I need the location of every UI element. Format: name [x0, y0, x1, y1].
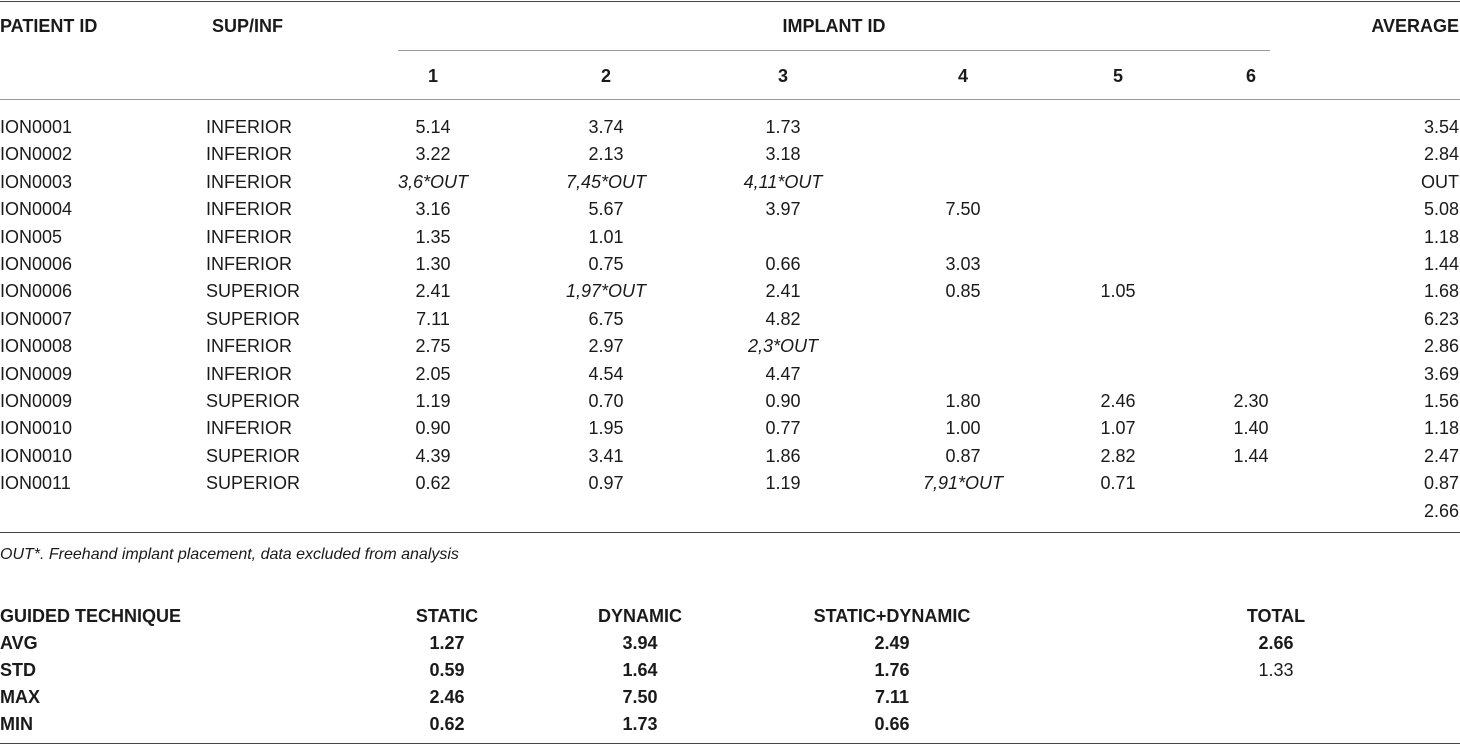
- average-cell: 1.68: [1423, 281, 1459, 301]
- average-cell: 5.08: [1423, 199, 1459, 219]
- header-patient-id: PATIENT ID: [0, 16, 98, 36]
- patient-id-cell: ION0001: [0, 117, 73, 137]
- implant-value-cell: 0.85: [945, 281, 981, 301]
- implant-value-cell: 0.66: [765, 254, 801, 274]
- implant-value-cell: 1.80: [945, 391, 981, 411]
- average-cell: 2.84: [1423, 144, 1459, 164]
- patient-id-cell: ION0004: [0, 199, 73, 219]
- average-cell: 6.23: [1423, 309, 1459, 329]
- average-cell: 2.47: [1423, 446, 1459, 466]
- sup-inf-cell: INFERIOR: [206, 199, 293, 219]
- average-cell: 2.86: [1423, 336, 1459, 356]
- implant-value-cell: 1.86: [765, 446, 801, 466]
- implant-value-cell: 6.75: [588, 309, 624, 329]
- header-implant-id: IMPLANT ID: [782, 16, 886, 36]
- implant-value-cell: 3.22: [415, 144, 451, 164]
- implant-value-cell: 2.41: [415, 281, 451, 301]
- summary-label: MIN: [0, 714, 33, 734]
- implant-value-cell: 7.50: [945, 199, 981, 219]
- summary-label: STD: [0, 660, 36, 680]
- summary-static-cell: 2.46: [429, 687, 465, 707]
- implant-value-cell: 1.07: [1100, 418, 1136, 438]
- implant-number-4: 4: [957, 66, 969, 86]
- implant-value-cell: 1.19: [415, 391, 451, 411]
- patient-id-cell: ION0007: [0, 309, 73, 329]
- implant-value-cell: 3.18: [765, 144, 801, 164]
- average-cell: 1.56: [1423, 391, 1459, 411]
- patient-id-cell: ION0006: [0, 281, 73, 301]
- summary-dynamic-cell: 3.94: [622, 633, 658, 653]
- implant-value-cell: 1.95: [588, 418, 624, 438]
- implant-value-cell: 4.82: [765, 309, 801, 329]
- average-cell: 1.18: [1423, 418, 1459, 438]
- average-cell: 3.54: [1423, 117, 1459, 137]
- implant-value-cell: 1.44: [1233, 446, 1269, 466]
- sup-inf-cell: INFERIOR: [206, 172, 293, 192]
- header-bottom-rule: [0, 99, 1460, 100]
- sup-inf-cell: INFERIOR: [206, 418, 293, 438]
- patient-id-cell: ION0009: [0, 391, 73, 411]
- implant-value-cell: 3.97: [765, 199, 801, 219]
- patient-id-cell: ION0010: [0, 446, 73, 466]
- implant-value-cell: 1.40: [1233, 418, 1269, 438]
- patient-id-cell: ION0009: [0, 364, 73, 384]
- implant-value-cell: 1,97*OUT: [565, 281, 647, 301]
- sup-inf-cell: SUPERIOR: [206, 446, 301, 466]
- summary-static-cell: 0.62: [429, 714, 465, 734]
- implant-value-cell: 1.00: [945, 418, 981, 438]
- patient-id-cell: ION0008: [0, 336, 73, 356]
- sup-inf-cell: SUPERIOR: [206, 473, 301, 493]
- overall-average: 2.66: [1423, 501, 1459, 521]
- implant-number-5: 5: [1112, 66, 1124, 86]
- top-rule: [0, 1, 1460, 2]
- implant-value-cell: 0.70: [588, 391, 624, 411]
- implant-value-cell: 1.73: [765, 117, 801, 137]
- implant-value-cell: 7,45*OUT: [565, 172, 647, 192]
- summary-bottom-rule: [0, 743, 1460, 744]
- implant-number-2: 2: [600, 66, 612, 86]
- summary-dynamic-cell: 7.50: [622, 687, 658, 707]
- patient-id-cell: ION0006: [0, 254, 73, 274]
- implant-value-cell: 2,3*OUT: [747, 336, 819, 356]
- patient-id-cell: ION0011: [0, 473, 71, 493]
- implant-value-cell: 1.01: [588, 227, 624, 247]
- implant-value-cell: 7,91*OUT: [922, 473, 1004, 493]
- patient-id-cell: ION0002: [0, 144, 73, 164]
- summary-static-cell: 1.27: [429, 633, 465, 653]
- header-average: AVERAGE: [1371, 16, 1459, 36]
- footnote: OUT*. Freehand implant placement, data excluded from analysis: [0, 546, 459, 563]
- implant-value-cell: 0.77: [765, 418, 801, 438]
- implant-value-cell: 3.16: [415, 199, 451, 219]
- sup-inf-cell: SUPERIOR: [206, 281, 301, 301]
- header-sup-inf: SUP/INF: [212, 16, 284, 36]
- implant-value-cell: 0.71: [1100, 473, 1136, 493]
- implant-value-cell: 3.03: [945, 254, 981, 274]
- summary-header: STATIC: [415, 606, 479, 626]
- summary-label: MAX: [0, 687, 40, 707]
- implant-value-cell: 3.41: [588, 446, 624, 466]
- implant-value-cell: 2.46: [1100, 391, 1136, 411]
- implant-value-cell: 7.11: [416, 309, 450, 329]
- implant-value-cell: 1.19: [765, 473, 801, 493]
- implant-value-cell: 5.14: [415, 117, 451, 137]
- average-cell: 1.18: [1423, 227, 1459, 247]
- summary-header: TOTAL: [1246, 606, 1306, 626]
- sup-inf-cell: INFERIOR: [206, 364, 293, 384]
- sup-inf-cell: INFERIOR: [206, 227, 293, 247]
- implant-number-3: 3: [777, 66, 789, 86]
- sup-inf-cell: INFERIOR: [206, 254, 293, 274]
- implant-id-span-rule: [398, 50, 1270, 51]
- patient-id-cell: ION0003: [0, 172, 73, 192]
- summary-total-cell: 2.66: [1258, 633, 1294, 653]
- implant-value-cell: 4,11*OUT: [743, 172, 823, 192]
- implant-value-cell: 0.90: [765, 391, 801, 411]
- summary-combined-cell: 0.66: [874, 714, 910, 734]
- implant-value-cell: 2.05: [415, 364, 451, 384]
- average-cell: 0.87: [1423, 473, 1459, 493]
- implant-value-cell: 0.87: [945, 446, 981, 466]
- patient-id-cell: ION0010: [0, 418, 73, 438]
- implant-value-cell: 4.47: [765, 364, 801, 384]
- implant-value-cell: 3,6*OUT: [397, 172, 469, 192]
- table-bottom-rule: [0, 532, 1460, 533]
- summary-label: AVG: [0, 633, 38, 653]
- summary-header: GUIDED TECHNIQUE: [0, 606, 182, 626]
- implant-value-cell: 0.90: [415, 418, 451, 438]
- implant-value-cell: 1.05: [1100, 281, 1136, 301]
- average-cell: OUT: [1421, 172, 1459, 192]
- average-cell: 3.69: [1423, 364, 1459, 384]
- implant-value-cell: 4.39: [415, 446, 451, 466]
- sup-inf-cell: INFERIOR: [206, 144, 293, 164]
- sup-inf-cell: INFERIOR: [206, 117, 293, 137]
- implant-value-cell: 1.30: [415, 254, 451, 274]
- implant-number-1: 1: [427, 66, 439, 86]
- implant-value-cell: 0.97: [588, 473, 624, 493]
- implant-value-cell: 2.75: [415, 336, 451, 356]
- sup-inf-cell: SUPERIOR: [206, 391, 301, 411]
- implant-number-6: 6: [1245, 66, 1257, 86]
- summary-total-cell: 1.33: [1258, 660, 1294, 680]
- implant-value-cell: 4.54: [588, 364, 624, 384]
- summary-combined-cell: 2.49: [874, 633, 910, 653]
- summary-header: STATIC+DYNAMIC: [813, 606, 971, 626]
- summary-dynamic-cell: 1.73: [622, 714, 658, 734]
- implant-value-cell: 2.41: [765, 281, 801, 301]
- summary-dynamic-cell: 1.64: [622, 660, 658, 680]
- implant-value-cell: 2.82: [1100, 446, 1136, 466]
- summary-combined-cell: 7.11: [874, 687, 910, 707]
- summary-header: DYNAMIC: [598, 606, 682, 626]
- implant-value-cell: 3.74: [588, 117, 624, 137]
- summary-static-cell: 0.59: [429, 660, 465, 680]
- sup-inf-cell: INFERIOR: [206, 336, 293, 356]
- patient-id-cell: ION005: [0, 227, 63, 247]
- implant-value-cell: 2.30: [1233, 391, 1269, 411]
- average-cell: 1.44: [1423, 254, 1459, 274]
- implant-value-cell: 0.62: [415, 473, 451, 493]
- implant-value-cell: 0.75: [588, 254, 624, 274]
- sup-inf-cell: SUPERIOR: [206, 309, 301, 329]
- implant-value-cell: 1.35: [415, 227, 451, 247]
- implant-value-cell: 5.67: [588, 199, 624, 219]
- implant-value-cell: 2.13: [588, 144, 624, 164]
- summary-combined-cell: 1.76: [874, 660, 910, 680]
- implant-value-cell: 2.97: [588, 336, 624, 356]
